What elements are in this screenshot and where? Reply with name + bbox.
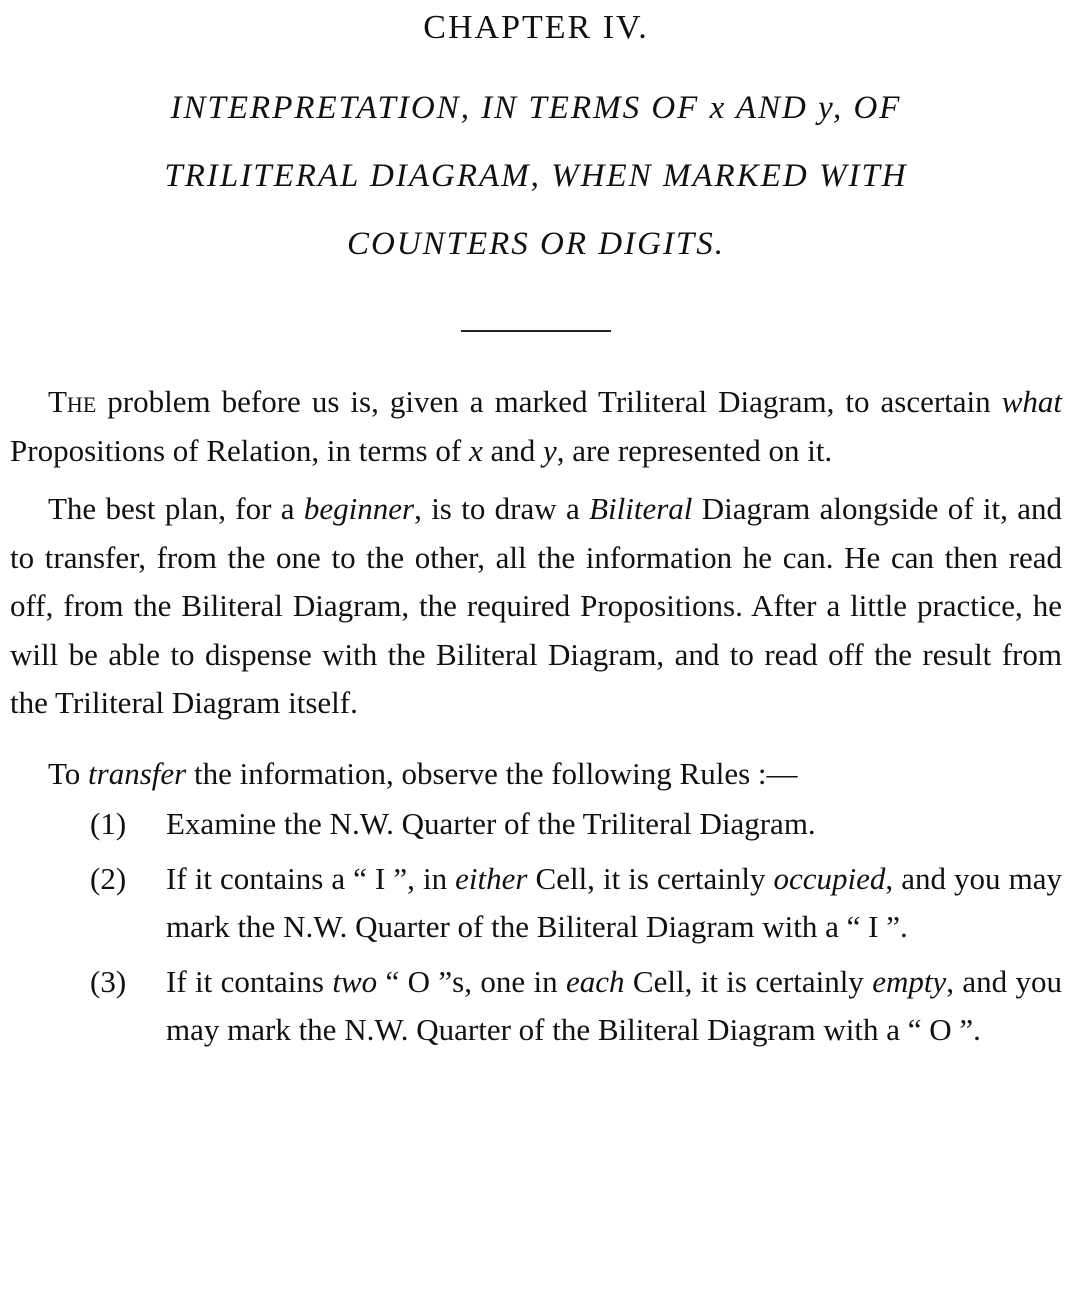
section-divider	[461, 330, 611, 332]
text-run: , is to draw a	[414, 491, 590, 526]
text-run: and	[482, 432, 543, 468]
chapter-title	[10, 74, 1062, 278]
paragraph-problem	[10, 378, 1062, 475]
rule-number: (2)	[90, 860, 127, 896]
text-run: , and you may mark the N.W. Quarter of the Biliteral Diagram with a “ I ”.	[166, 860, 1062, 944]
emphasis: empty	[872, 963, 947, 999]
rule-item	[10, 800, 1062, 849]
emphasis: occupied	[773, 860, 886, 896]
rule-number: (1)	[90, 806, 127, 841]
text-run: “ O ”s, one in	[377, 963, 566, 999]
text-run: , and you may mark the N.W. Quarter of the Biliteral Diagram with a “ O ”.	[166, 963, 1062, 1047]
text-run: Cell, it is certainly	[624, 963, 873, 999]
text-run: Propositions of Relation, in terms of	[10, 432, 469, 468]
rules-list	[10, 800, 1062, 1055]
rule-item	[10, 855, 1062, 952]
chapter-title-line: INTERPRETATION, IN TERMS OF x AND y, OF	[170, 90, 902, 126]
text-run: , are represented on it.	[556, 432, 833, 468]
text-run: To	[48, 755, 89, 791]
variable-y: y	[542, 432, 557, 468]
text-run: problem before us is, given a marked Triliteral Diagram, to ascertain	[96, 384, 1002, 419]
rule-item	[10, 958, 1062, 1055]
text-run: Examine the N.W. Quarter of the Triliteral Diagram.	[166, 806, 816, 841]
paragraph-plan	[10, 485, 1062, 728]
emphasis: Biliteral	[589, 491, 693, 526]
rule-number: (3)	[90, 963, 127, 999]
chapter-title-line: COUNTERS OR DIGITS.	[346, 226, 726, 262]
emphasis: two	[332, 963, 378, 999]
text-run: Diagram alongside of it, and to transfer, from the one to the other, all the information he can. He can then read off, from the Biliteral Diagram, the required Propositions. After a little practice, he will be able to dispense with the Biliteral Diagram, and to read off the result from the Triliteral Diagram itself.	[10, 491, 1062, 720]
chapter-heading: CHAPTER IV.	[423, 9, 649, 46]
text-run: If it contains a “ I ”, in	[166, 860, 456, 896]
text-run: The best plan, for a	[48, 491, 304, 526]
paragraph-rules-intro	[10, 750, 1062, 799]
variable-x: x	[468, 432, 483, 468]
text-run: If it contains	[166, 963, 333, 999]
book-page	[10, 0, 1062, 1298]
emphasis: either	[455, 860, 528, 896]
emphasis: each	[566, 963, 625, 999]
lead-word: The	[48, 384, 97, 419]
text-run: Cell, it is certainly	[527, 860, 774, 896]
emphasis: beginner	[303, 491, 415, 526]
chapter-title-line: TRILITERAL DIAGRAM, WHEN MARKED WITH	[164, 158, 908, 194]
text-run: the information, observe the following Rules :—	[186, 755, 798, 791]
emphasis: what	[1001, 384, 1062, 419]
emphasis: transfer	[88, 755, 187, 791]
